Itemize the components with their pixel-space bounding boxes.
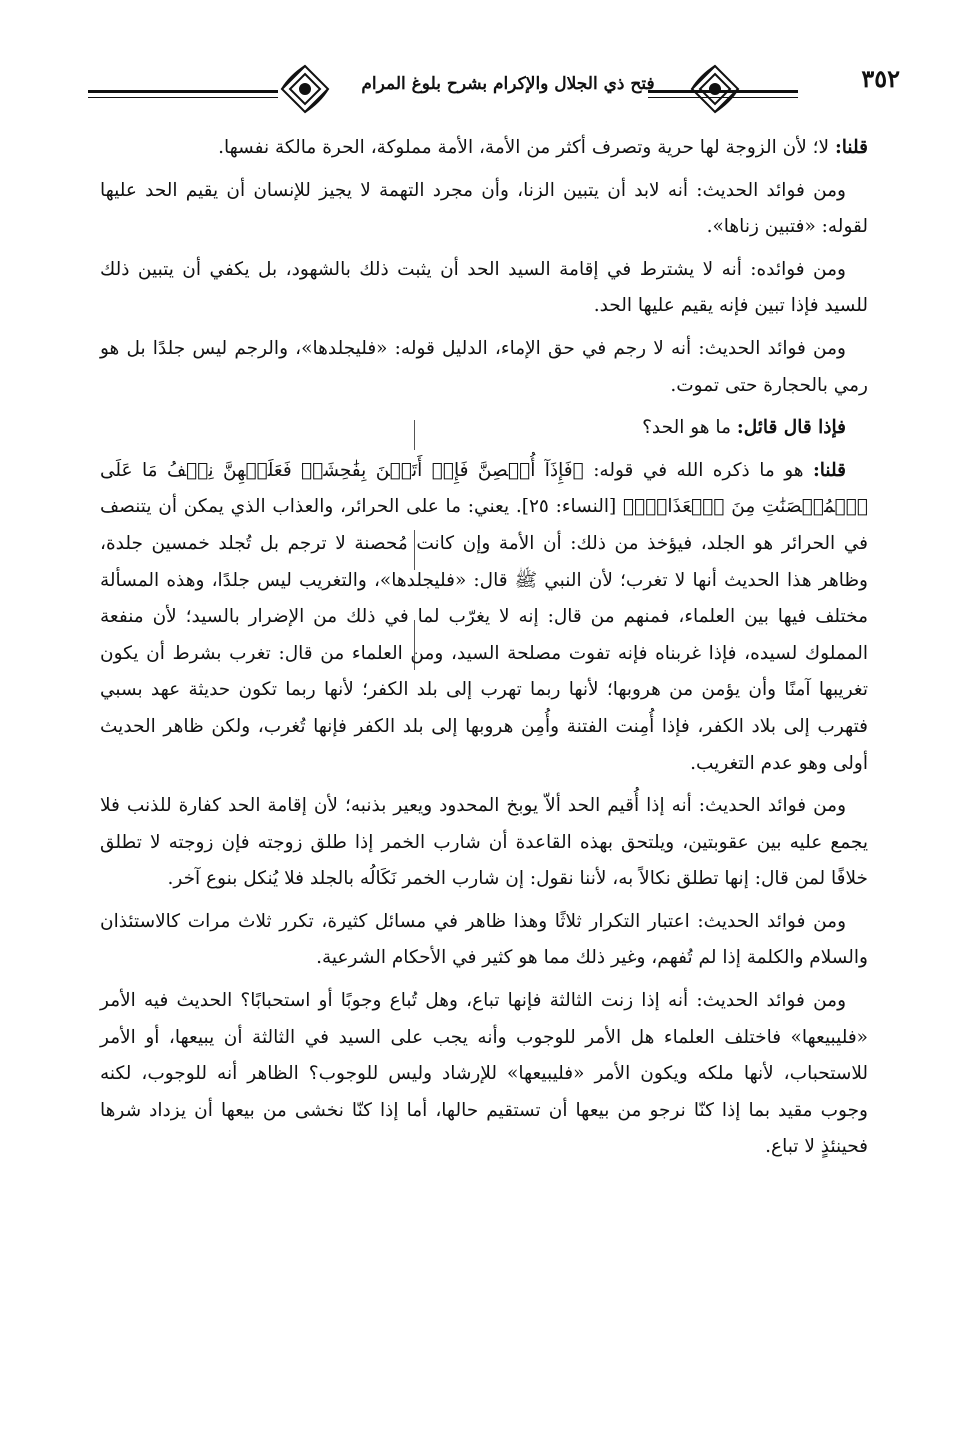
paragraph-text: ومن فوائد الحديث: أنه إذا زنت الثالثة فإنها تباع، وهل تُباع وجوبًا أو استحبابًا؟ الحديث فيه الأمر «فليبيعها» فاختلف العلماء هل الأمر للوجوب وأنه يجب على السيد في الثالثة أن يبيعها، أو الأمر للاستحباب، لأنها ملكه ويكون الأمر «فليبيعها» للإرشاد وليس للوجوب؟ الظاهر أنه للوجوب، لكنه وجوب مقيد بما إذا كنّا نرجو من بيعها أن تستقيم حالها، أما إذا كنّا نخشى من بيعها أن يزداد شرها فحينئذٍ لا تباع. (100, 990, 868, 1158)
paragraph-text: ومن فوائد الحديث: أنه لابد أن يتبين الزنا، وأن مجرد التهمة لا يجيز للإنسان أن يقيم الحد عليها لقوله: «فتبين زناها». (100, 179, 868, 238)
paragraph-text: ومن فوائد الحديث: أنه لا رجم في حق الإماء، الدليل قوله: «فليجلدها»، والرجم ليس جلدًا بل هو رمي بالحجارة حتى تموت. (100, 337, 868, 396)
paragraph-9 (100, 983, 868, 1166)
paragraph-text: هو ما ذكره الله في قوله: ﴿فَإِذَآ أُحۡصِنَّ فَإِنۡ أَتَيۡنَ بِفَٰحِشَةٖ فَعَلَيۡهِنَّ نِصۡفُ مَا عَلَى ٱلۡمُحۡصَنَٰتِ مِنَ ٱلۡعَذَابِۚ﴾ [النساء: ٢٥]. يعني: ما على الحرائر، والعذاب الذي يمكن أن يتنصف في الحرائر هو الجلد، فيؤخذ من ذلك: أن الأمة وإن كانت مُحصنة لا ترجم بل تُجلد خمسين جلدة، وظاهر هذا الحديث أنها لا تغرب؛ لأن النبي ﷺ قال: «فليجلدها»، والتغريب ليس جلدًا، وهذه المسألة مختلف فيها بين العلماء، فمنهم من قال: إنه لا يغرّب لما في ذلك من الإضرار بالسيد؛ لأن منفعة المملوك لسيده، فإذا غربناه فإنه تفوت مصلحة السيد، ومن العلماء من قال: تغرب بشرط أن يكون تغريبها آمنًا وأن يؤمن من هروبها؛ لأنها ربما تهرب إلى بلد الكفر؛ لأنها ربما تكون حديثة عهد بسبي فتهرب إلى بلاد الكفر، فإذا أُمِنت الفتنة وأُمِن هروبها إلى بلد الكفر فإنها تُغرب، ولكن ظاهر الحديث أولى وهو عدم التغريب. (100, 459, 868, 774)
paragraph-7 (100, 788, 868, 898)
ornament-icon-right (688, 62, 742, 116)
paragraph-8 (100, 904, 868, 977)
paragraph-lead: فإذا قال قائل: (736, 417, 846, 439)
paragraph-6 (100, 453, 868, 782)
page-number: ٣٥٢ (861, 64, 900, 93)
paragraph-1 (100, 130, 868, 167)
paragraph-text: ومن فوائده: أنه لا يشترط في إقامة السيد الحد أن يثبت ذلك بالشهود، بل يكفي أن يتبين ذلك للسيد فإذا تبين فإنه يقيم عليها الحد. (100, 258, 868, 317)
running-title: فتح ذي الجلال والإكرام بشرح بلوغ المرام (361, 74, 655, 94)
ornament-icon-left (278, 62, 332, 116)
paragraph-4 (100, 331, 868, 404)
paragraph-3 (100, 252, 868, 325)
body-text (100, 130, 868, 1172)
paragraph-text: ومن فوائد الحديث: أنه إذا أُقيم الحد ألاّ يوبخ المحدود ويعير بذنبه؛ لأن إقامة الحد كفارة للذنب فلا يجمع عليه بين عقوبتين، ويلتحق بهذه القاعدة أن شارب الخمر إذا طلق زوجته فإن زوجته لا تطلق خلافًا لمن قال: إنها تطلق نكالاً به، لأننا نقول: إن شارب الخمر نَكَالُه بالجلد فلا يُنكل بنوع آخر. (100, 795, 868, 890)
paragraph-lead: قلنا: (834, 137, 868, 158)
paragraph-text: ما هو الحد؟ (642, 417, 737, 439)
paragraph-2 (100, 173, 868, 246)
header-rule-left (88, 90, 278, 93)
header-rule-left-thin (88, 97, 278, 98)
paragraph-text: ومن فوائد الحديث: اعتبار التكرار ثلاثًا وهذا ظاهر في مسائل كثيرة، تكرر ثلاث مرات كالاستئذان والسلام والكلمة إذا لم تُفهم، وغير ذلك مما هو كثير في الأحكام الشرعية. (100, 910, 868, 969)
page-header (88, 60, 900, 116)
paragraph-text: لا؛ لأن الزوجة لها حرية وتصرف أكثر من الأمة، الأمة مملوكة، الحرة مالكة نفسها. (218, 137, 835, 158)
paragraph-5 (100, 410, 868, 447)
paragraph-lead: قلنا: (812, 459, 846, 481)
